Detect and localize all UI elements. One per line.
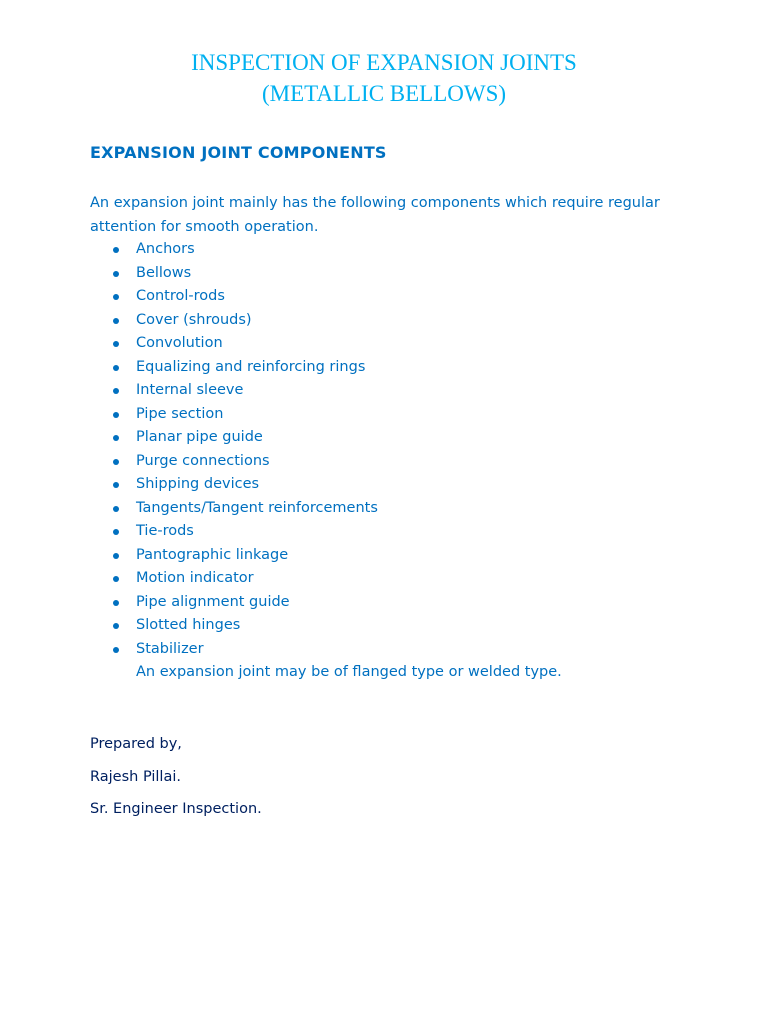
list-item	[90, 638, 378, 662]
bullet-icon	[113, 388, 119, 394]
section-heading: EXPANSION JOINT COMPONENTS	[90, 143, 387, 162]
list-item	[90, 591, 378, 615]
bullet-icon	[113, 553, 119, 559]
list-item-text: Slotted hinges	[136, 617, 241, 633]
prepared-by-label: Prepared by,	[90, 736, 182, 752]
list-item-text: Purge connections	[136, 452, 270, 469]
list-item	[90, 544, 378, 568]
list-item-text: Stabilizer	[136, 640, 204, 657]
author-title: Sr. Engineer Inspection.	[90, 801, 262, 817]
list-item-text: Cover (shrouds)	[136, 311, 252, 328]
bullet-icon	[113, 412, 119, 418]
bullet-icon	[113, 294, 119, 300]
list-item	[90, 285, 378, 309]
list-item	[90, 497, 378, 521]
list-item-text: Pipe alignment guide	[136, 593, 290, 610]
list-item	[90, 473, 378, 497]
list-item-text: Tangents/Tangent reinforcements	[136, 499, 378, 516]
list-item	[90, 238, 378, 262]
list-item-text: Tie-rods	[136, 523, 194, 539]
list-item-text: Convolution	[136, 335, 223, 351]
list-item-text: Shipping devices	[136, 476, 260, 492]
list-item	[90, 567, 378, 591]
intro-paragraph: An expansion joint mainly has the following components which require regular attention for smooth operation.	[90, 195, 660, 235]
list-item	[90, 356, 378, 380]
bullet-icon	[113, 647, 119, 653]
list-item-text: Anchors	[136, 241, 195, 257]
bullet-icon	[113, 341, 119, 347]
list-item	[90, 450, 378, 474]
bullet-icon	[113, 600, 119, 606]
bullet-icon	[113, 271, 119, 277]
list-item	[90, 520, 378, 544]
list-item-text: Planar pipe guide	[136, 429, 263, 445]
bullet-icon	[113, 247, 119, 253]
bullet-icon	[113, 529, 119, 535]
components-list	[90, 238, 378, 661]
list-item-text: Motion indicator	[136, 570, 254, 586]
list-item-text: Pantographic linkage	[136, 546, 289, 563]
list-item-text: Equalizing and reinforcing rings	[136, 358, 366, 375]
list-item	[90, 309, 378, 333]
author-name: Rajesh Pillai.	[90, 769, 181, 785]
list-item	[90, 426, 378, 450]
list-item	[90, 403, 378, 427]
list-item-text: Bellows	[136, 264, 192, 281]
list-item	[90, 614, 378, 638]
bullet-icon	[113, 576, 119, 582]
list-item-text: Pipe section	[136, 405, 224, 422]
bullet-icon	[113, 482, 119, 488]
list-item	[90, 332, 378, 356]
joint-type-note: An expansion joint may be of flanged type or welded type.	[136, 664, 562, 680]
list-item	[90, 379, 378, 403]
bullet-icon	[113, 435, 119, 441]
document-title-line1: INSPECTION OF EXPANSION JOINTS	[191, 50, 577, 75]
bullet-icon	[113, 623, 119, 629]
document-title-line2: (METALLIC BELLOWS)	[261, 81, 507, 106]
list-item-text: Control-rods	[136, 288, 225, 304]
bullet-icon	[113, 318, 119, 324]
list-item-text: Internal sleeve	[136, 382, 244, 398]
bullet-icon	[113, 459, 119, 465]
bullet-icon	[113, 365, 119, 371]
bullet-icon	[113, 506, 119, 512]
list-item	[90, 262, 378, 286]
